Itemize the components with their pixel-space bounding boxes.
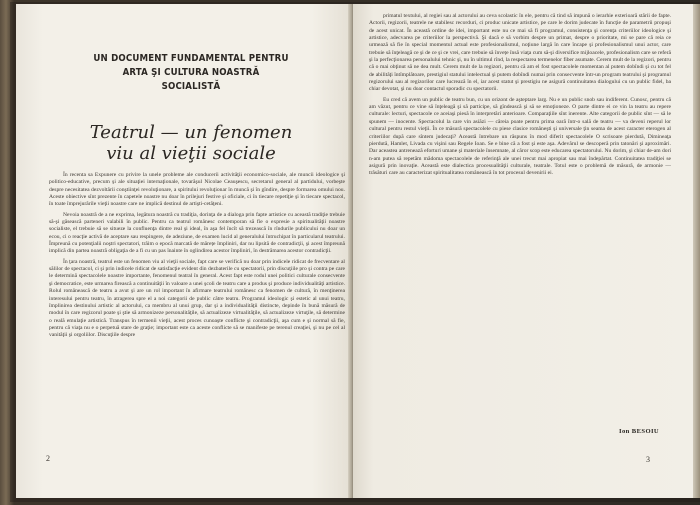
page-number-right: 3 <box>646 455 650 464</box>
paragraph: primatul textului, al regiei sau al actorului au ceva scolastic în ele, pentru că tind să impună o ierarhie exterioară stării de fapte. Actorii, regizorii, teatrele ne stabilesc recorduri, ci produc unicate artistice, pe care le dorim judecate în funcţie de parametrii propuşi de acest unicat. În această ordine de idei, important este nu ce mai să fi programul, consistenţa şi corenţa criteriilor ideologice şi artistice, adecvarea pe criteriilor la perspectivă. Şi dacă e să vorbim despre un primat, despre o prioritate, mi se pare că reia ce urmează să fie în special momentul actual este profesionalismul, noţiune largă în care încape şi profesionalismul unui actor, care trebuie să înţeleagă ce şi de ce şi ce vrei, care trebuie să învețe însă viaţa cum să-şi diversifice mijloacele, profesionalism care se referă şi la perfecţionarea personalului tehnic şi, nu în ultimul rînd, la respectarea termenelor fiber asumate. Cerem mult de la regizori, pentru că o mai obţinut să ne dea mult. Cerem mult de la regizori, pentru că am el fost spectacolele momentan al putem dobîndi şi cu tot fel de abilităţi întîmplătoare, prestigiul statului intelectual şi putem dobîndi numai prin consecvente într-un program teatrului şi programul regizorului sau al regizorilor care lucrează în el, iar acest statut şi prestigiu ne asigură continuitatea dialogului cu un public fidel, ba chiar devotat, şi nu doar contactul sporadic cu spectatorii. <box>369 13 671 93</box>
page-number-left: 2 <box>46 454 50 463</box>
left-page-body <box>49 172 345 343</box>
article-title: Teatrul — un fenomen viu al vieţii sociale <box>89 122 293 164</box>
paragraph: Eu cred că avem un public de teatru bun, cu un orizont de aşteptare larg. Nu e un public snob sau indiferent. Cunosc, pentru că am văzut, pentru ce vine să înţeleagă şi să participe, să gîndească şi să se emoţioneze. O parte dintre ei ce vin la teatru au repere culturale: lecturi, spectacole ce aceiaşi piesă în interpretări anterioare. Comparaţiile sînt inerente. Alte categorii de public sînt — să le spunem — inocente. Spectacolul la care vin asiăzi — căreia poate pentru prima oară într-o sală de teatru — va deveni reperul lor cultural pentru restul vieţii. În ce măsură spectacolele cu piese clasice româneşti şi universale ţin seama de acest caracter eterogen al criteriilor după care sîntem judecaţi? Această întrebare un răspuns în mod diferit spectacolele O scrisoare pierdută, Dimineaţa pierdută, Hamlet, Livada cu vişini sau Regele Ioan. Se e bine cã a fost şi este aşa. Adevărul se descoperă prin tatonări şi aproximări. Dar aceastea antrenează eforturi umane şi materiale însemnate, al căror scop este educarea spectatorului. Nu dorim, şi chiar de-am dori n-am putea să repetăm mãdoma spectacolele de referinţă ale unei trecut mai apropiat sau mai îndepărtat. Continuitatea tradiţiei se asigură prin inovaţie. Această este dialectica procesualităţii culturale, teatrale. Totul este o problemă de măsură, de armonie — trăsături care au caracterizat spiritualitatea românească în tot procesul devenirii ei. <box>369 96 671 177</box>
left-page <box>16 4 352 498</box>
article-headline: UN DOCUMENT FUNDAMENTAL PENTRU ARTA ŞI CULTURA NOASTRĂ SOCIALISTĂ <box>93 53 289 92</box>
paragraph: În recenta sa Expunere cu privire la unele probleme ale conducerii activităţii economico-sociale, ale muncii ideologice şi politico-educative, precum şi ale situaţiei internaţionale, tovarăşul Nicolae Ceauşescu, secretarul general al partidului, vorbeşte despre necesitatea dezvoltării conştiinţei revoluţionare, a spiritului revoluţionar în muncă şi în gîndire, despre formarea omului nou. Aceste obiective sînt prezente în capetele noastre nu doar în prilejuri festive şi oficiale, ci în tiecare repetiţie şi în tiecare spectacol, în toate împrejurările vieţii noastre care ne implică destinul de artişti-cetăţeni. <box>49 172 345 208</box>
author-signature: Ion BESOIU <box>619 428 660 435</box>
paragraph: În ţara noastră, teatrul este un fenomen viu al vieţii sociale, fapt care se verifică nu doar prin indicele ridicat de frecventare al sălilor de spectacol, ci şi prin indicele ridicat de satisfacţie evident din dezbaterile cu spectatorii, prin discuţiile pro şi contra pe care le determină spectacolele noastre importante, fenomenul teatral în general. Acest fapt este rodul unei politici culturale consecvente şi democratice, este urmarea firească a continuităţii în valoare a unei şcoli de teatru care a produs şi produce individualităţi artistice. Rolul românească de teatru a avut şi are un rol important în afirmare teatrului românesc ca fenomen de cultură, în menţinerea interesului pentru teatru, în atragerea spre el a noi categorii de public către teatru. Programul ideologic şi estetic al unui teatru, împlinirea destinului artistic al actorului, ca membru al unui grup, dar şi a individualităţii distincte, depinde în bună măsură de modul în care regizorul poate şi ştie să armonizeze personalităţile, să actualizeze virtualităţile, să actualizeze virtuţile, să determine o reală emulaţie artistică. Transpus în termenii vieţii, acest proces cunoaşte conflicte şi contradicţii, aşa cum e şi normal să fie, pentru că viaţa nu e o perpetuă stare de graţie; important este ca aceste conflicte să se manifeste pe terenul creaţiei, şi nu pe cel al vanităţii şi orgoliilor. Discuţiile despre <box>49 258 345 339</box>
right-page-body <box>369 13 671 181</box>
right-page <box>353 4 693 498</box>
book-cover-edge-right <box>693 4 700 498</box>
paragraph: Nevoia noastră de a ne exprima, legătura noastră cu tradiţia, dorinţa de a dialoga prin fapte artistice cu această tradiţie trebuie să-şi găsească parteneri valabili în public. Pentru ca teatrul românesc contemporan să fie o expresie a spiritualităţii noastre socialiste, el trebuie să se situeze la confluenţa dintre real şi ideal, în aşa fel încît să trezească în rîndurile publicului nu doar un ecou, ci o reacţie activă de aceptare sau respingere, de adeziune, de examen lucid al generalului întruchipat în particularul teatrului. Împreună cu potenţialii noştri spectatori, trăim o epocă marcată de mărețe împliniri, dar nu lipsită de contradicţii, şi acest împreună implică din partea noastră obligaţia de a fi cu un pas înainte în oglindirea acestor împliniri, în destrămarea acestor contradicţii. <box>49 211 345 255</box>
